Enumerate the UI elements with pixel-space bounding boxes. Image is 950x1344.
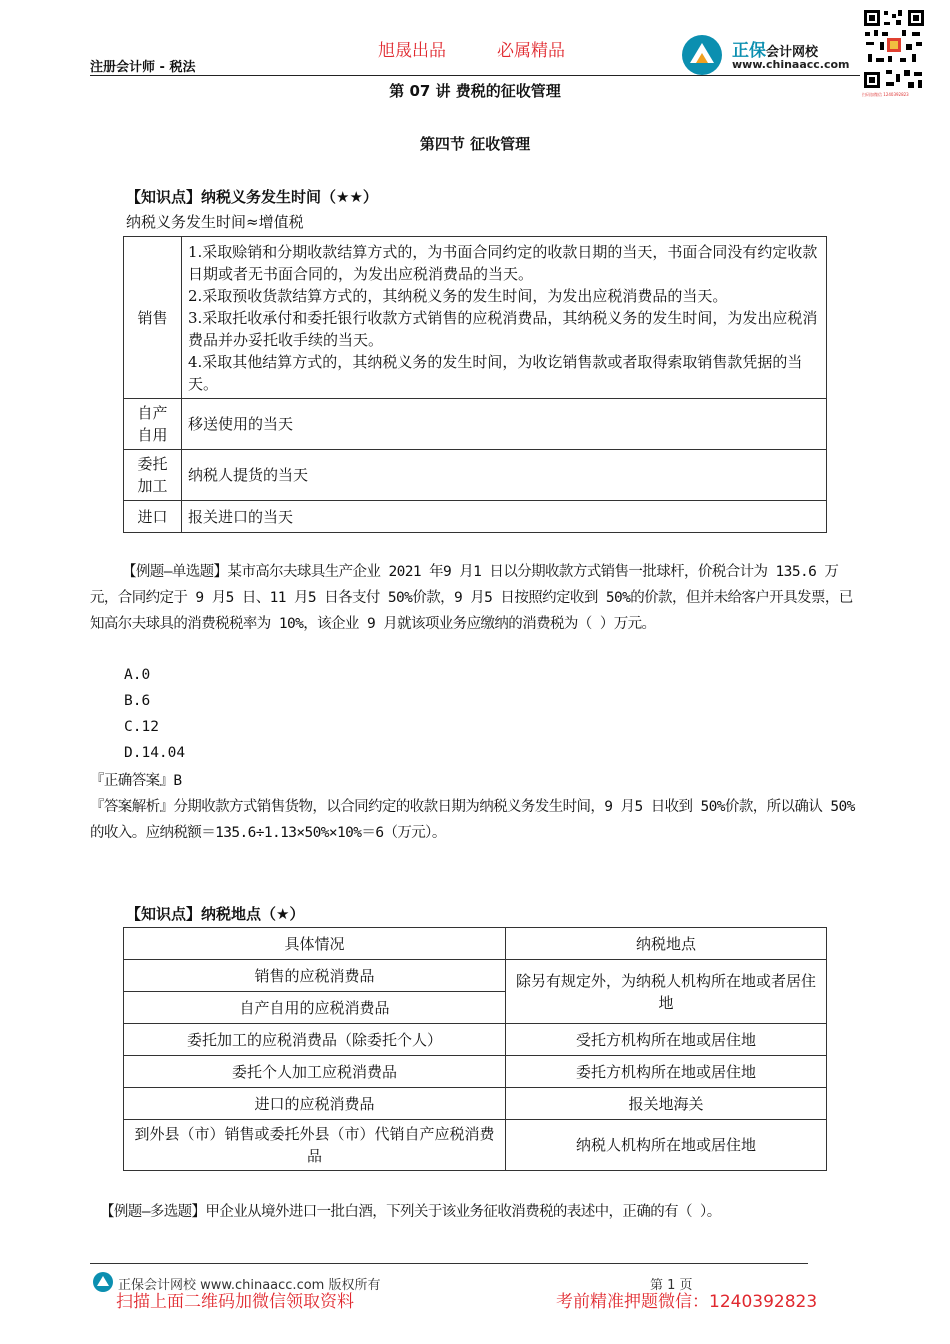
list-item: 2.采取预收货款结算方式的，其纳税义务的发生时间，为发出应税消费品的当天。 [188, 286, 728, 305]
table-cell: 进口的应税消费品 [124, 1088, 506, 1120]
kp1-subtitle: 纳税义务发生时间≈增值税 [126, 213, 304, 231]
kp2-title: 【知识点】纳税地点（★） [126, 905, 305, 923]
table-row [124, 399, 827, 450]
table-row [124, 450, 827, 501]
qr-code-icon[interactable] [862, 8, 926, 90]
table-cell: 委托个人加工应税消费品 [124, 1056, 506, 1088]
footer-divider [90, 1263, 808, 1264]
option-a: A.0 [124, 667, 151, 683]
row-content: 纳税人提货的当天 [182, 450, 827, 501]
option-c: C.12 [124, 719, 159, 735]
slogan-left: 旭晟出品 [378, 41, 446, 61]
option-b: B.6 [124, 693, 151, 709]
table-row [124, 1024, 827, 1056]
table-header-row [124, 928, 827, 960]
row-content [182, 237, 827, 399]
example2-stem: 【例题—多选题】甲企业从境外进口一批白酒，下列关于该业务征收消费税的表述中，正确的有（ ）。 [100, 1204, 721, 1220]
option-d: D.14.04 [124, 745, 186, 761]
example1-answer: 『正确答案』B [90, 773, 182, 789]
row-label: 自产自用 [124, 399, 182, 450]
page-number: 第 1 页 [650, 1278, 693, 1293]
slogan-right: 必属精品 [497, 41, 565, 61]
brand-name: 正保会计网校 [732, 41, 819, 61]
section-title: 第四节 征收管理 [419, 135, 531, 153]
course-name: 注册会计师 - 税法 [90, 60, 196, 75]
footer-logo-icon [92, 1271, 114, 1293]
row-content: 报关进口的当天 [182, 501, 827, 533]
list-item: 1.采取赊销和分期收款结算方式的，为书面合同约定的收款日期的当天，书面合同没有约定收款日期或者无书面合同的，为发出应税消费品的当天。 [188, 242, 818, 283]
example1-analysis: 『答案解析』分期收款方式销售货物，以合同约定的收款日期为纳税义务发生时间，9 月5 日收到 50%价款，所以确认 50%的收入。应纳税额＝135.6÷1.13×50%×10%＝6（万元）。 [90, 799, 855, 841]
kp1-title: 【知识点】纳税义务发生时间（★★） [126, 188, 378, 206]
table-row [124, 1088, 827, 1120]
example1-stem: 【例题—单选题】某市高尔夫球具生产企业 2021 年9 月1 日以分期收款方式销售一批球杆，价税合计为 135.6 万元，合同约定于 9 月5 日、11 月5 日各支付 50%价款，9 月5 日按照约定收到 50%的价款，但并未给客户开具发票，已知高尔夫球具的消费税税率为 10%，该企业 9 月就该项业务应缴纳的消费税为（ ）万元。 [90, 564, 853, 632]
table-cell: 受托方机构所在地或居住地 [506, 1024, 827, 1056]
column-header: 具体情况 [124, 928, 506, 960]
footer-promo-left: 扫描上面二维码加微信领取资料 [116, 1292, 354, 1312]
table-cell: 纳税人机构所在地或居住地 [506, 1120, 827, 1171]
tax-place-table [123, 927, 827, 1171]
table-cell: 除另有规定外，为纳税人机构所在地或者居住地 [506, 960, 827, 1024]
table-cell: 到外县（市）销售或委托外县（市）代销自产应税消费品 [124, 1120, 506, 1171]
row-label: 进口 [124, 501, 182, 533]
table-cell: 销售的应税消费品 [124, 960, 506, 992]
row-label: 委托加工 [124, 450, 182, 501]
table-row [124, 960, 827, 992]
table-row [124, 1120, 827, 1171]
table-row [124, 237, 827, 399]
table-cell: 自产自用的应税消费品 [124, 992, 506, 1024]
tax-time-table [123, 236, 827, 533]
row-label: 销售 [124, 237, 182, 399]
footer-copyright: 正保会计网校 www.chinaacc.com 版权所有 [118, 1278, 381, 1293]
footer-promo-right: 考前精准押题微信：1240392823 [556, 1292, 818, 1312]
list-item: 3.采取托收承付和委托银行收款方式销售的应税消费品，其纳税义务的发生时间，为发出应税消费品并办妥托收手续的当天。 [188, 308, 818, 349]
row-content: 移送使用的当天 [182, 399, 827, 450]
list-item: 4.采取其他结算方式的，其纳税义务的发生时间，为收讫销售款或者取得索取销售款凭据的当天。 [188, 352, 803, 393]
qr-caption: 扫码加微信 1240392823 [862, 92, 909, 97]
table-row [124, 1056, 827, 1088]
lecture-title: 第 07 讲 费税的征收管理 [389, 82, 561, 100]
brand-url: www.chinaacc.com [732, 58, 850, 71]
table-cell: 委托方机构所在地或居住地 [506, 1056, 827, 1088]
column-header: 纳税地点 [506, 928, 827, 960]
header-divider [90, 75, 860, 76]
table-cell: 报关地海关 [506, 1088, 827, 1120]
table-row [124, 501, 827, 533]
brand-logo-icon [680, 33, 724, 77]
table-cell: 委托加工的应税消费品（除委托个人） [124, 1024, 506, 1056]
